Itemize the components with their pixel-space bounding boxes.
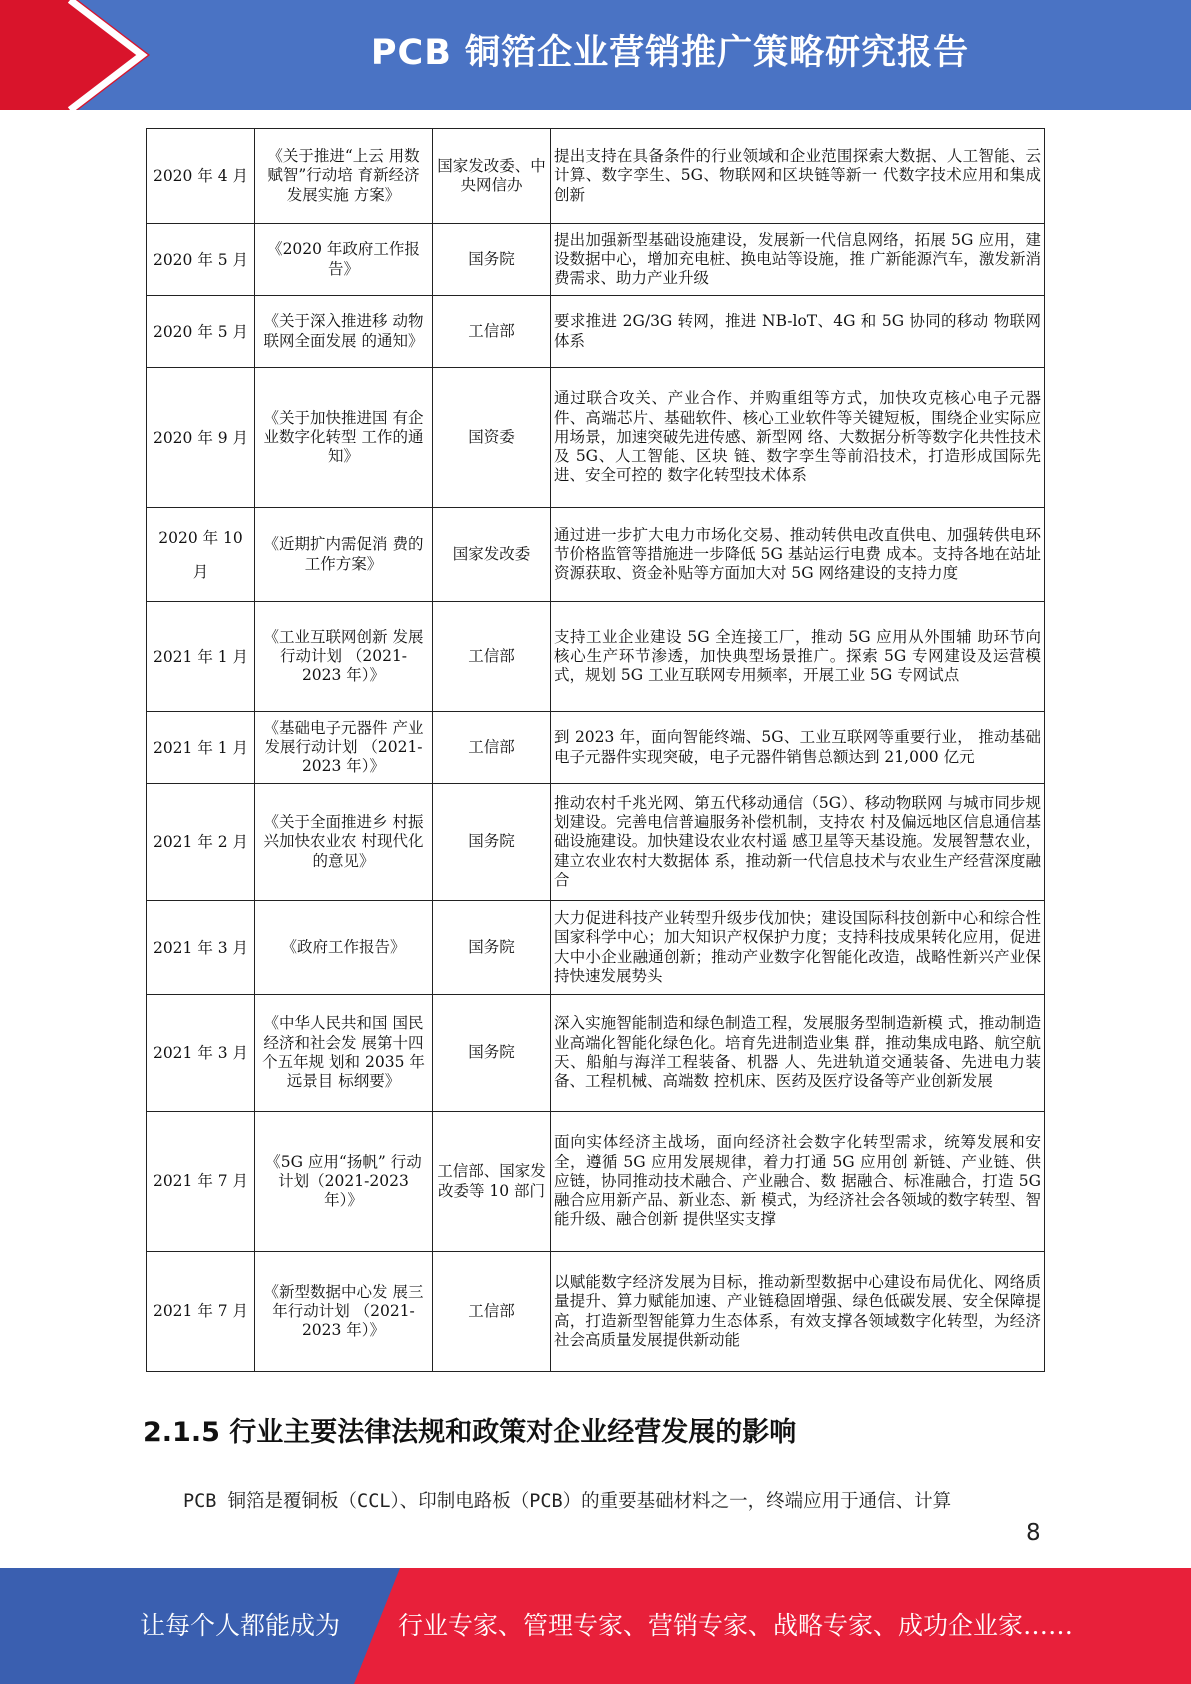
policy-table bbox=[146, 128, 1045, 1372]
row-date: 2020 年 5 月 bbox=[147, 296, 255, 368]
row-document: 《新型数据中心发 展三年行动计划 （2021-2023 年）》 bbox=[255, 1252, 433, 1372]
row-department: 工信部 bbox=[433, 602, 551, 712]
row-document: 《关于加快推进国 有企业数字化转型 工作的通知》 bbox=[255, 368, 433, 508]
table-row bbox=[147, 129, 1045, 224]
row-document: 《近期扩内需促消 费的工作方案》 bbox=[255, 508, 433, 602]
row-document: 《关于推进“上云 用数赋智”行动培 育新经济发展实施 方案》 bbox=[255, 129, 433, 224]
row-document: 《5G 应用“扬帆” 行动计划（2021-2023 年）》 bbox=[255, 1112, 433, 1252]
section-heading: 2.1.5 行业主要法律法规和政策对企业经营发展的影响 bbox=[143, 1417, 797, 1448]
report-title: PCB 铜箔企业营销推广策略研究报告 bbox=[370, 33, 970, 73]
row-content: 推动农村千兆光网、第五代移动通信（5G）、移动物联网 与城市同步规划建设。完善电信普遍服务补偿机制，支持农 村及偏远地区信息通信基础设施建设。加快建设农业农村遥 感卫星等天基设施。发展智慧农业，建立农业农村大数据体 系，推动新一代信息技术与农业生产经营深度融合 bbox=[551, 784, 1045, 901]
body-paragraph: PCB 铜箔是覆铜板（CCL）、印制电路板（PCB）的重要基础材料之一，终端应用于通信、计算 bbox=[183, 1491, 952, 1512]
red-chevron-decoration bbox=[0, 0, 150, 110]
table-row bbox=[147, 1252, 1045, 1372]
row-document: 《关于全面推进乡 村振兴加快农业农 村现代化的意见》 bbox=[255, 784, 433, 901]
row-date: 2020 年 9 月 bbox=[147, 368, 255, 508]
page-number: 8 bbox=[1026, 1520, 1041, 1546]
row-date: 2020 年 4 月 bbox=[147, 129, 255, 224]
row-document: 《工业互联网创新 发展行动计划 （2021-2023 年）》 bbox=[255, 602, 433, 712]
row-date: 2021 年 2 月 bbox=[147, 784, 255, 901]
row-content: 支持工业企业建设 5G 全连接工厂，推动 5G 应用从外围辅 助环节向核心生产环节渗透，加快典型场景推广。探索 5G 专网建设及运营模式，规划 5G 工业互联网专用频率，开展工业 5G 专网试点 bbox=[551, 602, 1045, 712]
row-content: 提出加强新型基础设施建设，发展新一代信息网络，拓展 5G 应用，建设数据中心，增加充电桩、换电站等设施，推 广新能源汽车，激发新消费需求、助力产业升级 bbox=[551, 224, 1045, 296]
table-row bbox=[147, 602, 1045, 712]
row-department: 国务院 bbox=[433, 901, 551, 995]
footer-slogan-left: 让每个人都能成为 bbox=[140, 1611, 341, 1640]
row-content: 面向实体经济主战场，面向经济社会数字化转型需求，统筹发展和安全，遵循 5G 应用发展规律，着力打通 5G 应用创 新链、产业链、供应链，协同推动技术融合、产业融合、数 据融合、标准融合，打造 5G 融合应用新产品、新业态、新 模式，为经济社会各领域的数字转型、智能升级、融合创新 提供坚实支撑 bbox=[551, 1112, 1045, 1252]
page-header bbox=[0, 0, 1191, 110]
row-document: 《政府工作报告》 bbox=[255, 901, 433, 995]
row-content: 提出支持在具备条件的行业领域和企业范围探索大数据、人工智能、云计算、数字孪生、5G、物联网和区块链等新一 代数字技术应用和集成创新 bbox=[551, 129, 1045, 224]
row-department: 国务院 bbox=[433, 784, 551, 901]
row-document: 《2020 年政府工作报告》 bbox=[255, 224, 433, 296]
row-content: 通过进一步扩大电力市场化交易、推动转供电改直供电、加强转供电环节价格监管等措施进一步降低 5G 基站运行电费 成本。支持各地在站址资源获取、资金补贴等方面加大对 5G 网络建设的支持力度 bbox=[551, 508, 1045, 602]
table-row bbox=[147, 901, 1045, 995]
footer-slogan-right: 行业专家、管理专家、营销专家、战略专家、成功企业家…… bbox=[398, 1611, 1074, 1640]
row-content: 以赋能数字经济发展为目标，推动新型数据中心建设布局优化、网络质量提升、算力赋能加速、产业链稳固增强、绿色低碳发展、安全保障提高，打造新型智能算力生态体系，有效支撑各领域数字化转型，为经济社会高质量发展提供新动能 bbox=[551, 1252, 1045, 1372]
table-row bbox=[147, 784, 1045, 901]
row-document: 《关于深入推进移 动物联网全面发展 的通知》 bbox=[255, 296, 433, 368]
table-row bbox=[147, 296, 1045, 368]
row-date: 2021 年 7 月 bbox=[147, 1252, 255, 1372]
row-date: 2020 年 5 月 bbox=[147, 224, 255, 296]
row-document: 《基础电子元器件 产业发展行动计划 （2021-2023 年）》 bbox=[255, 712, 433, 784]
row-content: 深入实施智能制造和绿色制造工程，发展服务型制造新模 式，推动制造业高端化智能化绿色化。培育先进制造业集 群，推动集成电路、航空航天、船舶与海洋工程装备、机器 人、先进轨道交通装备、先进电力装备、工程机械、高端数 控机床、医药及医疗设备等产业创新发展 bbox=[551, 995, 1045, 1112]
row-department: 国务院 bbox=[433, 995, 551, 1112]
table-row bbox=[147, 368, 1045, 508]
table-row bbox=[147, 995, 1045, 1112]
row-department: 国家发改委 bbox=[433, 508, 551, 602]
row-content: 大力促进科技产业转型升级步伐加快；建设国际科技创新中心和综合性国家科学中心；加大知识产权保护力度；支持科技成果转化应用，促进大中小企业融通创新；推动产业数字化智能化改造，战略性新兴产业保持快速发展势头 bbox=[551, 901, 1045, 995]
row-date: 2020 年 10 月 bbox=[147, 508, 255, 602]
row-date: 2021 年 7 月 bbox=[147, 1112, 255, 1252]
row-date: 2021 年 3 月 bbox=[147, 995, 255, 1112]
row-department: 工信部、国家发改委等 10 部门 bbox=[433, 1112, 551, 1252]
row-document: 《中华人民共和国 国民经济和社会发 展第十四个五年规 划和 2035 年远景目 标纲要》 bbox=[255, 995, 433, 1112]
row-date: 2021 年 3 月 bbox=[147, 901, 255, 995]
row-department: 工信部 bbox=[433, 296, 551, 368]
row-department: 国资委 bbox=[433, 368, 551, 508]
row-department: 国家发改委、中央网信办 bbox=[433, 129, 551, 224]
row-date: 2021 年 1 月 bbox=[147, 712, 255, 784]
row-department: 国务院 bbox=[433, 224, 551, 296]
row-department: 工信部 bbox=[433, 1252, 551, 1372]
table-row bbox=[147, 224, 1045, 296]
row-content: 要求推进 2G/3G 转网，推进 NB-loT、4G 和 5G 协同的移动 物联网体系 bbox=[551, 296, 1045, 368]
table-row bbox=[147, 712, 1045, 784]
table-row bbox=[147, 508, 1045, 602]
row-date: 2021 年 1 月 bbox=[147, 602, 255, 712]
page-footer bbox=[0, 1568, 1191, 1684]
table-row bbox=[147, 1112, 1045, 1252]
row-department: 工信部 bbox=[433, 712, 551, 784]
row-content: 通过联合攻关、产业合作、并购重组等方式，加快攻克核心电子元器件、高端芯片、基础软件、核心工业软件等关键短板，围绕企业实际应用场景，加速突破先进传感、新型网 络、大数据分析等数字化共性技术及 5G、人工智能、区块 链、数字孪生等前沿技术，打造形成国际先进、安全可控的 数字化转型技术体系 bbox=[551, 368, 1045, 508]
row-content: 到 2023 年，面向智能终端、5G、工业互联网等重要行业， 推动基础电子元器件实现突破，电子元器件销售总额达到 21,000 亿元 bbox=[551, 712, 1045, 784]
